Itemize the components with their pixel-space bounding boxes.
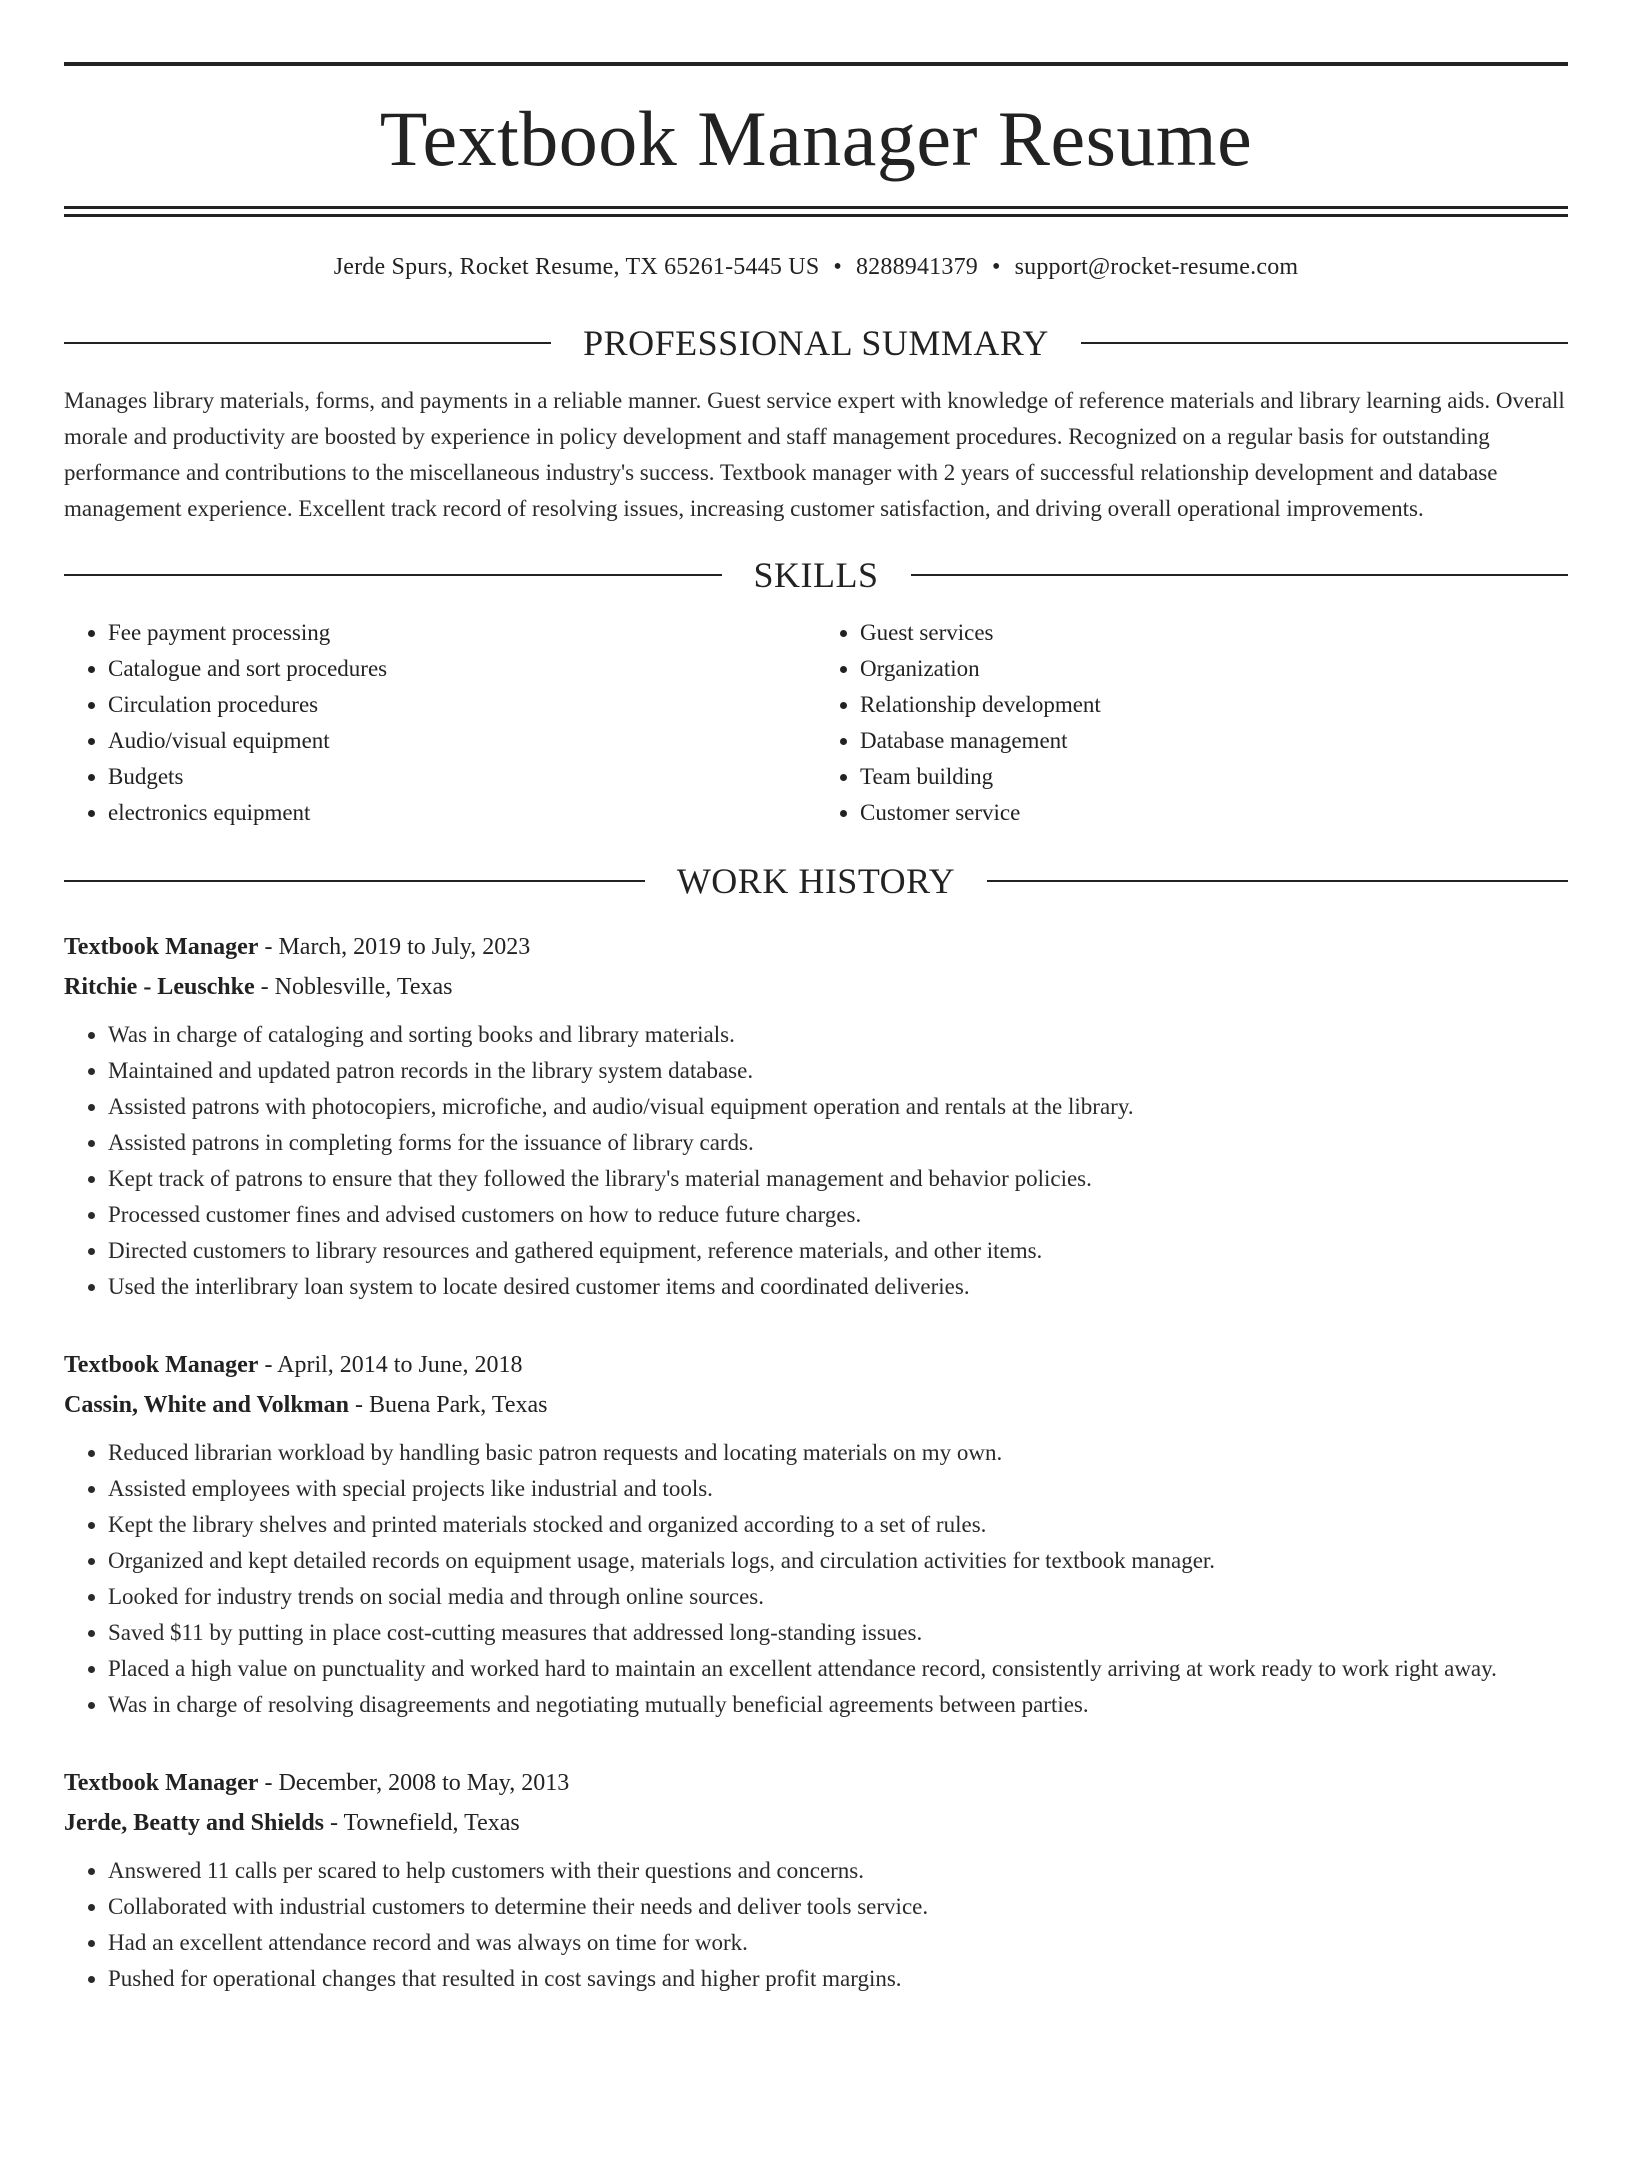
section-title: WORK HISTORY — [676, 861, 956, 901]
heading-rule — [64, 574, 722, 576]
skill-item: • Audio/visual equipment — [108, 723, 816, 759]
skill-item: • Budgets — [108, 759, 816, 795]
skill-item: • Database management — [860, 723, 1568, 759]
job-bullet: • Had an excellent attendance record and was always on time for work. — [108, 1925, 1568, 1961]
job-bullet: • Organized and kept detailed records on equipment usage, materials logs, and circulation activities for textbook manager. — [108, 1543, 1568, 1579]
job-bullet: • Kept the library shelves and printed materials stocked and organized according to a set of rules. — [108, 1507, 1568, 1543]
skill-item: • Customer service — [860, 795, 1568, 831]
job-bullet: • Was in charge of cataloging and sorting books and library materials. — [108, 1017, 1568, 1053]
skill-item: • Team building — [860, 759, 1568, 795]
job-dates: - April, 2014 to June, 2018 — [258, 1352, 523, 1378]
job-company-line — [64, 1385, 1568, 1425]
job-bullet: • Was in charge of resolving disagreements and negotiating mutually beneficial agreements between parties. — [108, 1687, 1568, 1723]
job-entry — [64, 1345, 1568, 1723]
skill-item: • electronics equipment — [108, 795, 816, 831]
contact-separator: • — [991, 254, 1001, 280]
job-bullet: • Maintained and updated patron records in the library system database. — [108, 1053, 1568, 1089]
heading-rule — [1081, 342, 1568, 344]
job-bullet: • Saved $11 by putting in place cost-cutting measures that addressed long-standing issues. — [108, 1615, 1568, 1651]
section-heading-work — [64, 863, 1568, 899]
job-bullet: • Assisted patrons with photocopiers, microfiche, and audio/visual equipment operation and rentals at the library. — [108, 1089, 1568, 1125]
skills-column-right — [816, 615, 1568, 831]
job-bullet: • Assisted employees with special projects like industrial and tools. — [108, 1471, 1568, 1507]
job-bullet: • Collaborated with industrial customers to determine their needs and deliver tools service. — [108, 1889, 1568, 1925]
job-bullets — [64, 1435, 1568, 1723]
job-title-line — [64, 927, 1568, 967]
heading-rule — [64, 880, 645, 882]
skill-item: • Relationship development — [860, 687, 1568, 723]
job-bullets — [64, 1853, 1568, 1997]
heading-rule — [987, 880, 1568, 882]
contact-address: Jerde Spurs, Rocket Resume, TX 65261-5445 US — [333, 254, 820, 280]
job-location: - Buena Park, Texas — [349, 1392, 548, 1418]
section-title: SKILLS — [753, 555, 879, 595]
job-location: - Noblesville, Texas — [254, 974, 453, 1000]
job-bullet: • Used the interlibrary loan system to locate desired customer items and coordinated deliveries. — [108, 1269, 1568, 1305]
job-company: Jerde, Beatty and Shields — [64, 1810, 325, 1836]
top-rule — [64, 62, 1568, 66]
job-title: Textbook Manager — [64, 1770, 259, 1796]
job-bullet: • Assisted patrons in completing forms for the issuance of library cards. — [108, 1125, 1568, 1161]
job-entry — [64, 927, 1568, 1305]
summary-text: Manages library materials, forms, and payments in a reliable manner. Guest service expert with knowledge of reference materials and library learning aids. Overall morale and productivity are boosted by experience in policy development and staff management procedures. Recognized on a regular basis for outstanding performance and contributions to the miscellaneous industry's success. Textbook manager with 2 years of successful relationship development and database management experience. Excellent track record of resolving issues, increasing customer satisfaction, and driving overall operational improvements. — [64, 388, 1565, 521]
job-company-line — [64, 967, 1568, 1007]
skills-column-left — [64, 615, 816, 831]
job-company: Cassin, White and Volkman — [64, 1392, 349, 1418]
job-title-line — [64, 1345, 1568, 1385]
job-bullet: • Reduced librarian workload by handling basic patron requests and locating materials on my own. — [108, 1435, 1568, 1471]
job-bullet: • Looked for industry trends on social media and through online sources. — [108, 1579, 1568, 1615]
job-title: Textbook Manager — [64, 934, 259, 960]
job-bullet: • Answered 11 calls per scared to help customers with their questions and concerns. — [108, 1853, 1568, 1889]
job-bullet: • Pushed for operational changes that resulted in cost savings and higher profit margins. — [108, 1961, 1568, 1997]
job-bullet: • Processed customer fines and advised customers on how to reduce future charges. — [108, 1197, 1568, 1233]
contact-separator: • — [833, 254, 842, 280]
heading-rule — [911, 574, 1569, 576]
section-title: PROFESSIONAL SUMMARY — [583, 323, 1049, 363]
page-title: Textbook Manager Resume — [379, 95, 1253, 182]
heading-rule — [64, 342, 551, 344]
title-double-rule — [64, 206, 1568, 217]
job-company-line — [64, 1803, 1568, 1843]
skills-list — [64, 615, 1568, 831]
contact-line — [64, 255, 1568, 279]
job-bullets — [64, 1017, 1568, 1305]
skill-item: • Guest services — [860, 615, 1568, 651]
job-bullet: • Kept track of patrons to ensure that they followed the library's material management and behavior policies. — [108, 1161, 1568, 1197]
section-heading-summary — [64, 325, 1568, 361]
skill-item: • Fee payment processing — [108, 615, 816, 651]
contact-phone: 8288941379 — [855, 254, 978, 280]
contact-email[interactable]: support@rocket-resume.com — [1014, 254, 1299, 280]
job-title: Textbook Manager — [64, 1352, 259, 1378]
skill-item: • Catalogue and sort procedures — [108, 651, 816, 687]
skill-item: • Circulation procedures — [108, 687, 816, 723]
resume-page — [0, 62, 1632, 2174]
job-dates: - December, 2008 to May, 2013 — [258, 1770, 570, 1796]
section-heading-skills — [64, 557, 1568, 593]
job-entry — [64, 1763, 1568, 1997]
job-title-line — [64, 1763, 1568, 1803]
job-company: Ritchie - Leuschke — [64, 974, 255, 1000]
skill-item: • Organization — [860, 651, 1568, 687]
job-bullet: • Directed customers to library resources and gathered equipment, reference materials, and other items. — [108, 1233, 1568, 1269]
job-dates: - March, 2019 to July, 2023 — [258, 934, 531, 960]
job-location: - Townefield, Texas — [324, 1810, 520, 1836]
job-bullet: • Placed a high value on punctuality and worked hard to maintain an excellent attendance record, consistently arriving at work ready to work right away. — [108, 1651, 1568, 1687]
